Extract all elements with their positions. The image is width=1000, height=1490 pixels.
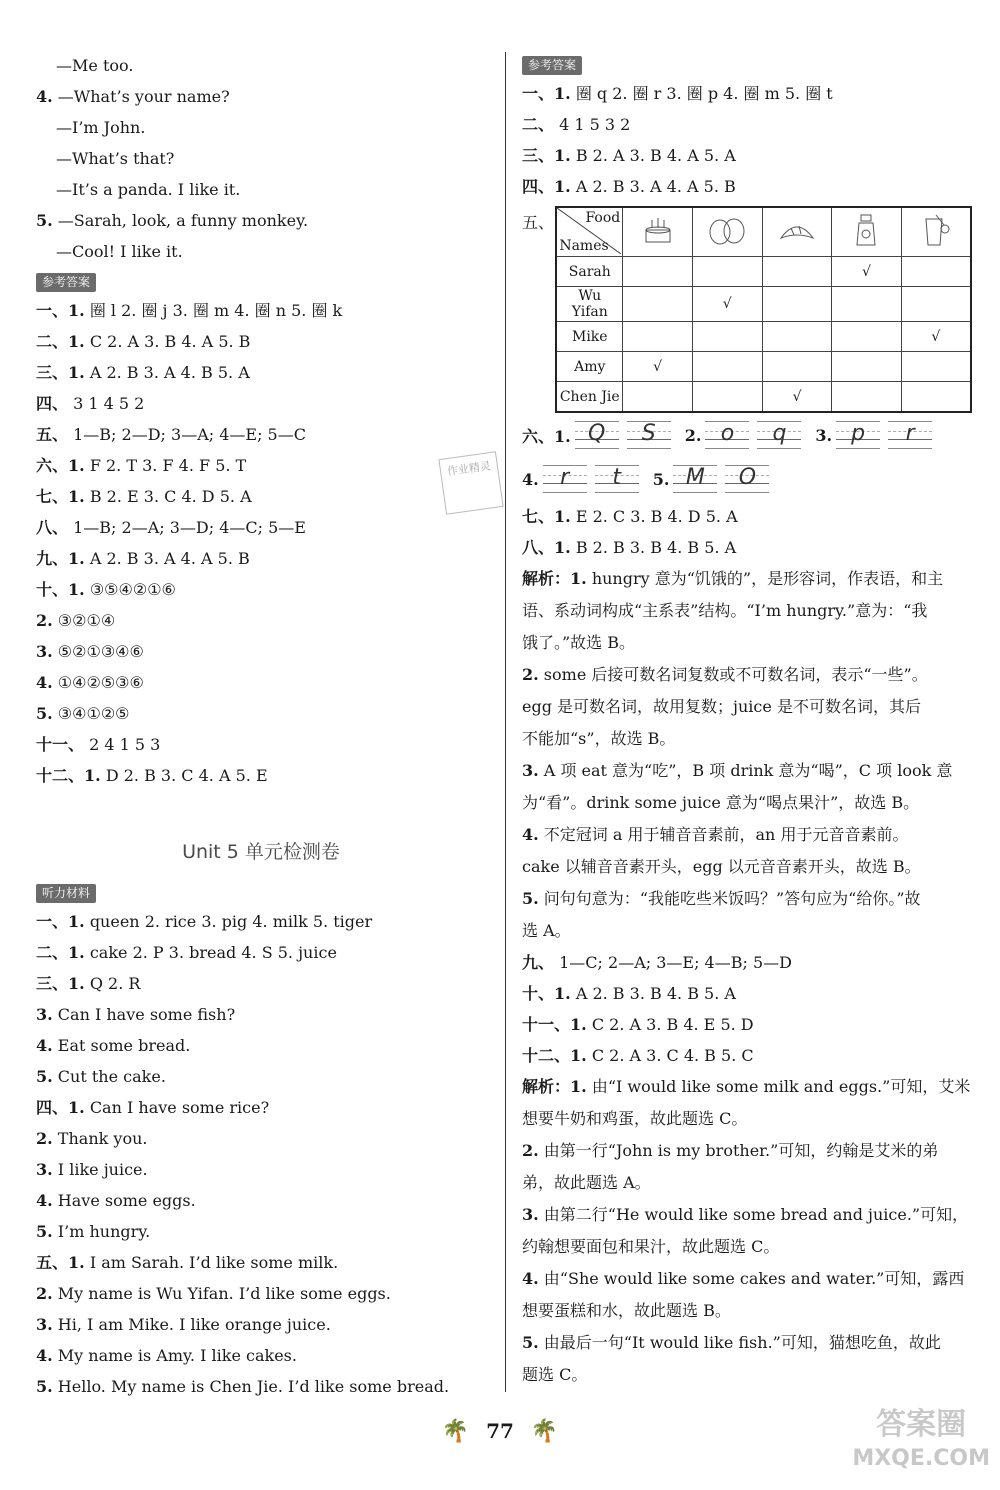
text-line (36, 1340, 486, 1371)
item-text: B 2. A 3. B 4. A 5. A (575, 146, 736, 165)
check-cell: √ (692, 287, 762, 322)
text-line (522, 595, 972, 627)
text-line (36, 636, 486, 667)
check-cell (832, 352, 901, 382)
text-line (522, 723, 972, 755)
text-line (36, 1030, 486, 1061)
text-line (36, 729, 486, 760)
text-line (36, 326, 486, 357)
table-row (556, 257, 971, 287)
row-name: Amy (556, 352, 622, 382)
text-line (522, 1040, 972, 1071)
item-text: ③⑤④②①⑥ (89, 580, 176, 599)
handwritten-letter: M (673, 465, 717, 493)
item-text: —Cool! I like it. (56, 242, 183, 261)
item-text: 由第一行“John is my brother.”可知，约翰是艾米的弟 (543, 1141, 939, 1160)
item-text: 问句句意为：“我能吃些米饭吗？”答句应为“给你。”故 (543, 889, 921, 908)
listening-tag: 听力材料 (36, 884, 96, 903)
text-line (36, 512, 486, 543)
item-text: —Sarah, look, a funny monkey. (57, 211, 309, 230)
check-cell: √ (832, 257, 901, 287)
table-row (556, 382, 971, 413)
text-line (522, 978, 972, 1009)
item-number: 十、1. (36, 580, 85, 599)
item-text: 圈 l 2. 圈 j 3. 圈 m 4. 圈 n 5. 圈 k (89, 301, 343, 320)
handwritten-letter: r (888, 421, 932, 449)
left-column (36, 50, 486, 1402)
header-food: Food (585, 210, 621, 226)
item-text: 弟，故此题选 A。 (522, 1173, 651, 1192)
text-line (36, 543, 486, 574)
item-number: 三、1. (522, 146, 571, 165)
table-header-row (556, 207, 971, 257)
item-text: Have some eggs. (57, 1191, 196, 1210)
handwritten-letter: O (725, 465, 769, 493)
text-line (36, 357, 486, 388)
item-number: 六、1. (36, 456, 85, 475)
item-number: 3. (815, 425, 833, 445)
item-number: 3. (36, 642, 53, 661)
item-number: 三、1. (36, 974, 85, 993)
text-line (36, 1216, 486, 1247)
item-number: 5. (36, 1067, 53, 1086)
text-line (522, 1009, 972, 1040)
text-line (36, 999, 486, 1030)
item-text: E 2. C 3. B 4. D 5. A (575, 507, 738, 526)
item-number: 九、1. (36, 549, 85, 568)
item-text: —It’s a panda. I like it. (56, 180, 241, 199)
text-line (36, 1247, 486, 1278)
item-text: Cut the cake. (57, 1067, 166, 1086)
item-number: 五、1. (36, 1253, 85, 1272)
item-text: 2 4 1 5 3 (89, 735, 161, 754)
answer-list (36, 295, 486, 791)
item-text: 由第二行“He would like some bread and juice.”可知， (543, 1205, 969, 1224)
handwritten-letter: p (836, 421, 880, 449)
check-cell (901, 352, 971, 382)
text-line (522, 1199, 972, 1231)
text-line (36, 667, 486, 698)
text-line (522, 659, 972, 691)
text-line (36, 112, 486, 143)
item-number: 4. (36, 1346, 53, 1365)
handwritten-letter: o (705, 421, 749, 449)
text-line (522, 532, 972, 563)
text-line (36, 937, 486, 968)
item-text: 1—C; 2—A; 3—E; 4—B; 5—D (559, 953, 792, 972)
text-line (522, 1103, 972, 1135)
check-cell (762, 352, 832, 382)
text-line (522, 109, 972, 140)
text-line (36, 295, 486, 326)
text-line (36, 1061, 486, 1092)
writing-lines (673, 465, 769, 493)
item-number: 3. (36, 1160, 53, 1179)
item-text: 饿了。”故选 B。 (522, 633, 636, 652)
item-number: 十一、 (36, 735, 85, 754)
page-footer (0, 1418, 1000, 1444)
text-line (522, 787, 972, 819)
text-line (36, 1309, 486, 1340)
answer-list (522, 947, 972, 1071)
text-line (522, 1263, 972, 1295)
item-number: 5. (522, 1333, 539, 1352)
text-line (36, 236, 486, 267)
text-line (36, 81, 486, 112)
item-number: 二、1. (36, 332, 85, 351)
item-text: My name is Wu Yifan. I’d like some eggs. (57, 1284, 391, 1303)
row-name: Sarah (556, 257, 622, 287)
text-line (36, 205, 486, 236)
watermark-logo: 答案圈 MXQE.COM (852, 1407, 990, 1471)
item-number: 一、1. (36, 301, 85, 320)
analysis-section (522, 563, 972, 947)
item-text: ③④①②⑤ (57, 704, 130, 723)
item-text: 为“看”。drink some juice 意为“喝点果汁”，故选 B。 (522, 793, 920, 812)
item-text: egg 是可数名词，故用复数；juice 是不可数名词，其后 (522, 697, 921, 716)
item-number: 4. (36, 673, 53, 692)
check-cell: √ (762, 382, 832, 413)
item-text: Hello. My name is Chen Jie. I’d like some bread. (57, 1377, 450, 1396)
page-number: 77 (486, 1419, 514, 1443)
item-text: 想要牛奶和鸡蛋，故此题选 C。 (522, 1109, 748, 1128)
check-cell (623, 322, 693, 352)
text-line (36, 906, 486, 937)
palm-tree-icon: 🌴 (441, 1418, 470, 1444)
text-line (522, 171, 972, 202)
item-number: 四、1. (522, 177, 571, 196)
item-text: C 2. A 3. C 4. B 5. C (591, 1046, 754, 1065)
food-table-block (522, 206, 972, 413)
check-cell (832, 382, 901, 413)
text-line (36, 419, 486, 450)
item-number: 2. (36, 1129, 53, 1148)
item-number: 十二、1. (36, 766, 101, 785)
item-number: 5. (36, 1222, 53, 1241)
item-text: A 2. B 3. A 4. A 5. B (89, 549, 250, 568)
answers-tag: 参考答案 (522, 56, 582, 75)
text-line (36, 1185, 486, 1216)
table-row (556, 287, 971, 322)
item-number: 5. (36, 1377, 53, 1396)
text-line (522, 1295, 972, 1327)
handwriting-row (522, 457, 972, 501)
item-text: Q 2. R (89, 974, 141, 993)
right-column (522, 50, 972, 1391)
item-number: 十、1. (522, 984, 571, 1003)
item-text: Can I have some fish? (57, 1005, 236, 1024)
check-cell (901, 287, 971, 322)
text-line (36, 1154, 486, 1185)
item-text: —What’s your name? (57, 87, 230, 106)
item-number: 5. (36, 211, 53, 230)
item-text: 由“I would like some milk and eggs.”可知，艾米 (591, 1077, 971, 1096)
food-table (555, 206, 972, 413)
item-number: 2. (522, 1141, 539, 1160)
writing-lines (705, 421, 801, 449)
item-text: ⑤②①③④⑥ (57, 642, 144, 661)
item-number: 3. (522, 1205, 539, 1224)
item-text: —Me too. (56, 56, 134, 75)
item-number: 5. (652, 469, 670, 489)
item-text: 不能加“s”，故选 B。 (522, 729, 676, 748)
item-number: 三、1. (36, 363, 85, 382)
writing-lines (575, 421, 671, 449)
item-number: 四、1. (36, 1098, 85, 1117)
text-line (522, 140, 972, 171)
header-names: Names (559, 238, 609, 254)
item-number: 4. (36, 1036, 53, 1055)
text-line (522, 563, 972, 595)
handwritten-letter: Q (575, 421, 619, 449)
item-text: ③②①④ (57, 611, 116, 630)
item-text: Can I have some rice? (89, 1098, 270, 1117)
item-number: 2. (522, 665, 539, 684)
text-line (522, 947, 972, 978)
item-number: 4. (522, 825, 539, 844)
check-cell: √ (623, 352, 693, 382)
check-cell (901, 382, 971, 413)
palm-tree-icon: 🌴 (530, 1418, 559, 1444)
item-number: 二、 (522, 115, 555, 134)
item-text: 1—B; 2—A; 3—D; 4—C; 5—E (73, 518, 306, 537)
check-cell (692, 382, 762, 413)
item-number: 七、1. (522, 507, 571, 526)
stamp-logo: 作业精灵 (438, 451, 503, 515)
check-cell (832, 287, 901, 322)
table-row (556, 322, 971, 352)
answer-list (522, 78, 972, 202)
check-cell: √ (901, 322, 971, 352)
text-line (36, 450, 486, 481)
item-text: 圈 q 2. 圈 r 3. 圈 p 4. 圈 m 5. 圈 t (575, 84, 833, 103)
item-number: 解析：1. (522, 1077, 587, 1096)
item-text: cake 以辅音音素开头，egg 以元音音素开头，故选 B。 (522, 857, 921, 876)
check-cell (623, 382, 693, 413)
item-text: hungry 意为“饥饿的”，是形容词，作表语，和主 (591, 569, 944, 588)
item-text: Eat some bread. (57, 1036, 191, 1055)
item-text: 由最后一句“It would like fish.”可知，猫想吃鱼，故此 (543, 1333, 941, 1352)
handwritten-letter: t (595, 465, 639, 493)
text-line (36, 143, 486, 174)
item-text: B 2. B 3. B 4. B 5. A (575, 538, 737, 557)
writing-lines (543, 465, 639, 493)
item-text: C 2. A 3. B 4. E 5. D (591, 1015, 754, 1034)
text-line (36, 760, 486, 791)
item-text: D 2. B 3. C 4. A 5. E (105, 766, 268, 785)
text-line (522, 627, 972, 659)
text-line (522, 1135, 972, 1167)
writing-lines (836, 421, 932, 449)
answer-list (522, 501, 972, 563)
column-divider (505, 52, 506, 1392)
row-name: Mike (556, 322, 622, 352)
item-text: 1—B; 2—D; 3—A; 4—E; 5—C (73, 425, 306, 444)
item-number: 六、1. (522, 426, 571, 446)
text-line (36, 605, 486, 636)
item-text: 4 1 5 3 2 (559, 115, 631, 134)
item-number: 四、 (36, 394, 69, 413)
item-text: cake 2. P 3. bread 4. S 5. juice (89, 943, 337, 962)
item-number: 4. (36, 1191, 53, 1210)
table-row (556, 352, 971, 382)
text-line (522, 501, 972, 532)
text-line (522, 691, 972, 723)
text-line (522, 819, 972, 851)
item-number: 4. (522, 469, 539, 489)
row-name: Wu Yifan (556, 287, 622, 322)
text-line (36, 698, 486, 729)
item-text: I like juice. (57, 1160, 148, 1179)
item-number: 九、 (522, 953, 555, 972)
item-text: A 2. B 3. A 4. A 5. B (575, 177, 736, 196)
item-text: A 2. B 3. A 4. B 5. A (89, 363, 250, 382)
item-text: F 2. T 3. F 4. F 5. T (89, 456, 247, 475)
row-name: Chen Jie (556, 382, 622, 413)
text-line (36, 174, 486, 205)
milk-icon (832, 207, 901, 257)
item-number: 五、 (36, 425, 69, 444)
table-label: 五、 (522, 213, 555, 232)
item-number: 2. (684, 425, 702, 445)
item-number: 七、1. (36, 487, 85, 506)
eggs-icon (692, 207, 762, 257)
item-text: A 2. B 3. B 4. B 5. A (575, 984, 736, 1003)
item-number: 3. (36, 1315, 53, 1334)
text-line (522, 1327, 972, 1359)
item-text: My name is Amy. I like cakes. (57, 1346, 297, 1365)
diagonal-header-cell (556, 207, 622, 257)
item-text: Hi, I am Mike. I like orange juice. (57, 1315, 331, 1334)
dialogue-lines (36, 50, 486, 267)
item-text: B 2. E 3. C 4. D 5. A (89, 487, 252, 506)
item-text: 由“She would like some cakes and water.”可知，露西 (543, 1269, 965, 1288)
item-number: 5. (36, 704, 53, 723)
item-text: 语、系动词构成“主系表”结构。“I’m hungry.”意为：“我 (522, 601, 928, 620)
text-line (36, 1092, 486, 1123)
check-cell (692, 257, 762, 287)
item-text: C 2. A 3. B 4. A 5. B (89, 332, 251, 351)
item-text: 选 A。 (522, 921, 571, 940)
handwriting-answers (522, 413, 972, 501)
item-text: A 项 eat 意为“吃”，B 项 drink 意为“喝”，C 项 look 意 (543, 761, 953, 780)
item-number: 3. (522, 761, 539, 780)
item-text: —I’m John. (56, 118, 146, 137)
item-text: 想要蛋糕和水，故此题选 B。 (522, 1301, 731, 1320)
item-text: Thank you. (57, 1129, 148, 1148)
text-line (522, 1071, 972, 1103)
listening-list (36, 906, 486, 1402)
check-cell (692, 352, 762, 382)
item-number: 3. (36, 1005, 53, 1024)
item-text: queen 2. rice 3. pig 4. milk 5. tiger (89, 912, 373, 931)
item-text: —What’s that? (56, 149, 175, 168)
text-line (522, 1359, 972, 1391)
item-number: 2. (36, 1284, 53, 1303)
text-line (522, 1231, 972, 1263)
item-number: 二、1. (36, 943, 85, 962)
handwriting-row (522, 413, 972, 457)
text-line (36, 1371, 486, 1402)
item-number: 4. (36, 87, 53, 106)
handwritten-letter: q (757, 421, 801, 449)
text-line (36, 1278, 486, 1309)
item-number: 八、1. (522, 538, 571, 557)
item-number: 十二、1. (522, 1046, 587, 1065)
text-line (36, 574, 486, 605)
item-number: 解析：1. (522, 569, 587, 588)
text-line (36, 968, 486, 999)
item-text: ①④②⑤③⑥ (57, 673, 144, 692)
item-text: some 后接可数名词复数或不可数名词，表示“一些”。 (543, 665, 928, 684)
text-line (36, 388, 486, 419)
item-number: 八、 (36, 518, 69, 537)
text-line (522, 1167, 972, 1199)
item-number: 2. (36, 611, 53, 630)
check-cell (901, 257, 971, 287)
handwritten-letter: r (543, 465, 587, 493)
item-text: 不定冠词 a 用于辅音音素前，an 用于元音音素前。 (543, 825, 909, 844)
check-cell (762, 287, 832, 322)
text-line (36, 50, 486, 81)
analysis-section (522, 1071, 972, 1391)
text-line (522, 78, 972, 109)
item-text: 3 1 4 5 2 (73, 394, 145, 413)
item-text: I’m hungry. (57, 1222, 151, 1241)
item-number: 5. (522, 889, 539, 908)
text-line (522, 915, 972, 947)
check-cell (762, 257, 832, 287)
item-text: I am Sarah. I’d like some milk. (89, 1253, 339, 1272)
item-number: 4. (522, 1269, 539, 1288)
check-cell (692, 322, 762, 352)
check-cell (762, 322, 832, 352)
item-number: 十一、1. (522, 1015, 587, 1034)
item-text: 题选 C。 (522, 1365, 588, 1384)
item-text: 约翰想要面包和果汁，故此题选 C。 (522, 1237, 780, 1256)
check-cell (832, 322, 901, 352)
item-number: 一、1. (522, 84, 571, 103)
bread-icon (762, 207, 832, 257)
handwritten-letter: S (627, 421, 671, 449)
text-line (36, 1123, 486, 1154)
text-line (522, 851, 972, 883)
juice-icon (901, 207, 971, 257)
text-line (36, 481, 486, 512)
text-line (522, 755, 972, 787)
answers-tag: 参考答案 (36, 273, 96, 292)
unit-title: Unit 5 单元检测卷 (182, 841, 340, 863)
check-cell (623, 257, 693, 287)
cake-icon (623, 207, 693, 257)
check-cell (623, 287, 693, 322)
text-line (522, 883, 972, 915)
item-number: 一、1. (36, 912, 85, 931)
